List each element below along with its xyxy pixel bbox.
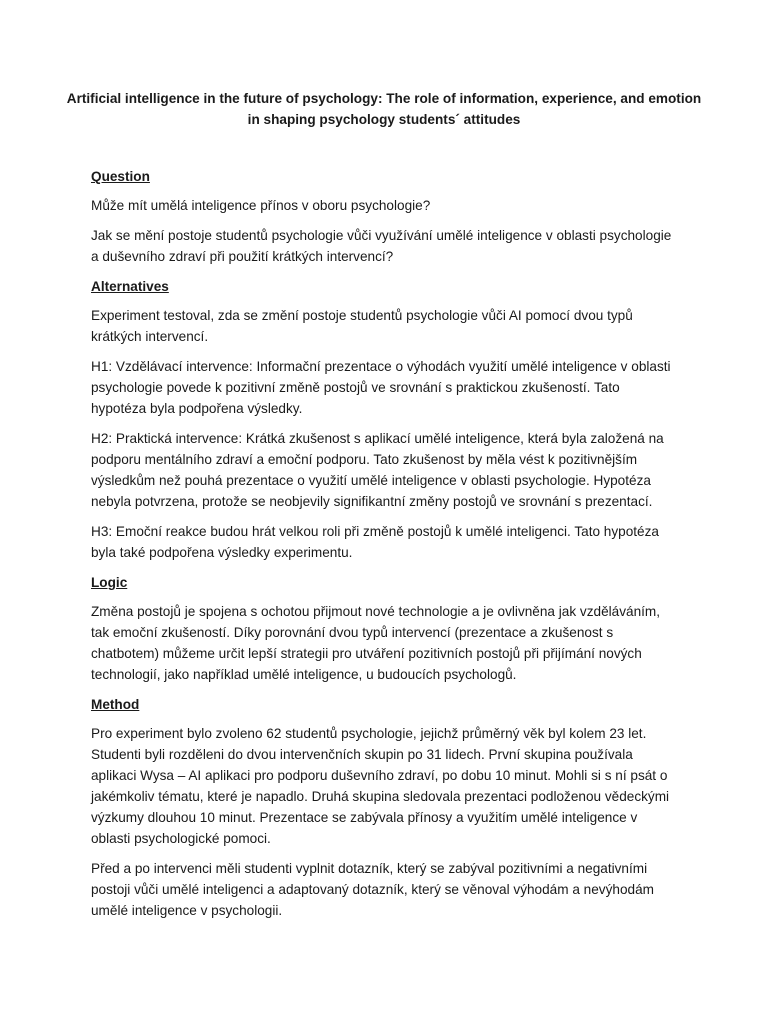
section-heading: Alternatives [91, 279, 169, 294]
section-heading: Logic [91, 575, 128, 590]
paragraph: Může mít umělá inteligence přínos v oboru psychologie? [91, 198, 431, 213]
section-method [91, 694, 677, 921]
section-alternatives [91, 276, 677, 563]
paragraph: Před a po intervenci měli studenti vyplnit dotazník, který se zabýval pozitivními a negativními postoji vůči umělé inteligenci a adaptovaný dotazník, který se věnoval výhodám a nevýhodám umělé inteligence v psychologii. [91, 861, 654, 918]
paragraph: Experiment testoval, zda se změní postoje studentů psychologie vůči AI pomocí dvou typů krátkých intervencí. [91, 308, 633, 344]
section-heading: Question [91, 169, 150, 184]
document-title: Artificial intelligence in the future of psychology: The role of information, experience, and emotion in shaping psychology students´ attitudes [66, 91, 702, 127]
section-question [91, 166, 677, 267]
section-logic [91, 572, 677, 685]
document-body [91, 166, 677, 930]
section-heading: Method [91, 697, 140, 712]
paragraph: H1: Vzdělávací intervence: Informační prezentace o výhodách využití umělé inteligence v oblasti psychologie povede k pozitivní změně postojů ve srovnání s praktickou zkušeností. Tato hypotéza byla podpořena výsledky. [91, 359, 671, 416]
paragraph: H2: Praktická intervence: Krátká zkušenost s aplikací umělé inteligence, která byla založená na podporu mentálního zdraví a emoční podporu. Tato zkušenost by měla vést k pozitivnějším výsledkům než pouhá prezentace o využití umělé inteligence v oblasti psychologie. Hypotéza nebyla potvrzena, protože se neobjevily signifikantní změny postojů ve srovnání s prezentací. [91, 431, 664, 509]
paragraph: Jak se mění postoje studentů psychologie vůči využívání umělé inteligence v oblasti psychologie a duševního zdraví při použití krátkých intervencí? [91, 228, 672, 264]
paragraph: H3: Emoční reakce budou hrát velkou roli při změně postojů k umělé inteligenci. Tato hypotéza byla také podpořena výsledky experimentu. [91, 524, 659, 560]
paragraph: Změna postojů je spojena s ochotou přijmout nové technologie a je ovlivněna jak vzděláváním, tak emoční zkušeností. Díky porovnání dvou typů intervencí (prezentace a zkušenost s chatbotem) můžeme určit lepší strategii pro utváření pozitivních postojů při přijímání nových technologií, jako například umělé inteligence, u budoucích psychologů. [91, 604, 661, 682]
paragraph: Pro experiment bylo zvoleno 62 studentů psychologie, jejichž průměrný věk byl kolem 23 let. Studenti byli rozděleni do dvou intervenčních skupin po 31 lidech. První skupina používala aplikaci Wysa – AI aplikaci pro podporu duševního zdraví, po dobu 10 minut. Mohli si s ní psát o jakémkoliv tématu, které je napadlo. Druhá skupina sledovala prezentaci podloženou vědeckými výzkumy dlouhou 10 minut. Prezentace se zabývala přínosy a využitím umělé inteligence v oblasti psychologické pomoci. [91, 726, 670, 846]
